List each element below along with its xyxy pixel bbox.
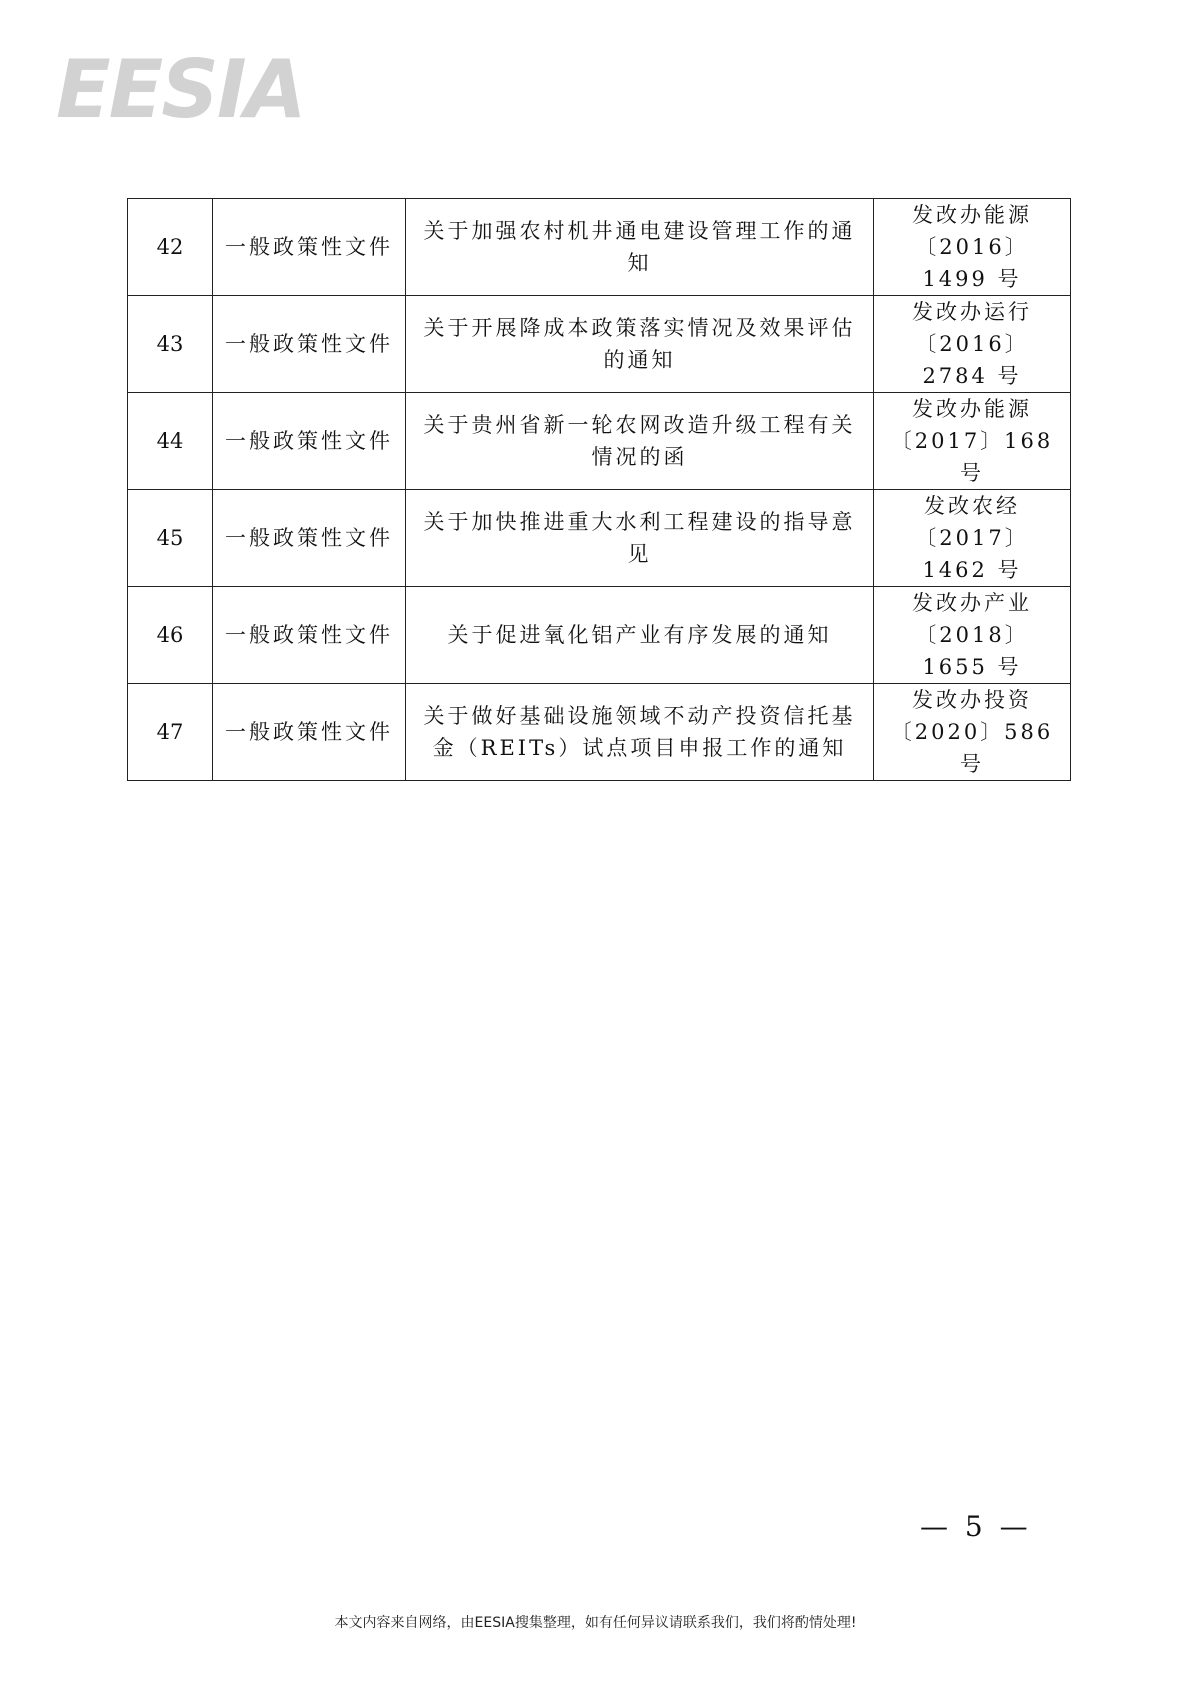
document-number <box>874 393 1071 490</box>
document-code: 〔2018〕1655 号 <box>915 623 1029 679</box>
footer-disclaimer: 本文内容来自网络，由EESIA搜集整理，如有任何异议请联系我们，我们将酌情处理! <box>334 1615 857 1631</box>
document-category: 一般政策性文件 <box>213 199 406 296</box>
policy-document-table <box>127 198 1071 781</box>
table-row <box>128 490 1071 587</box>
document-code: 〔2017〕168 号 <box>890 429 1054 485</box>
issuing-office: 发改办投资 <box>912 688 1032 712</box>
document-code: 〔2020〕586 号 <box>890 720 1054 776</box>
table-row <box>128 587 1071 684</box>
table-row <box>128 199 1071 296</box>
table-row <box>128 393 1071 490</box>
row-number: 45 <box>128 490 213 587</box>
document-code: 〔2017〕1462 号 <box>915 526 1029 582</box>
document-number <box>874 199 1071 296</box>
issuing-office: 发改农经 <box>924 494 1020 518</box>
row-number: 44 <box>128 393 213 490</box>
document-title: 关于加快推进重大水利工程建设的指导意见 <box>406 490 874 587</box>
document-title: 关于加强农村机井通电建设管理工作的通知 <box>406 199 874 296</box>
document-category: 一般政策性文件 <box>213 490 406 587</box>
issuing-office: 发改办能源 <box>912 203 1032 227</box>
document-code: 〔2016〕2784 号 <box>915 332 1029 388</box>
document-number <box>874 296 1071 393</box>
page-number: — 5 — <box>920 1510 1032 1543</box>
document-code: 〔2016〕1499 号 <box>915 235 1029 291</box>
document-category: 一般政策性文件 <box>213 393 406 490</box>
document-title: 关于贵州省新一轮农网改造升级工程有关情况的函 <box>406 393 874 490</box>
issuing-office: 发改办能源 <box>912 397 1032 421</box>
row-number: 42 <box>128 199 213 296</box>
document-number <box>874 490 1071 587</box>
issuing-office: 发改办运行 <box>912 300 1032 324</box>
eesia-logo: EESIA <box>56 43 305 136</box>
document-title: 关于做好基础设施领域不动产投资信托基金（REITs）试点项目申报工作的通知 <box>406 684 874 781</box>
document-title: 关于促进氧化铝产业有序发展的通知 <box>406 587 874 684</box>
document-category: 一般政策性文件 <box>213 684 406 781</box>
document-category: 一般政策性文件 <box>213 587 406 684</box>
document-number <box>874 684 1071 781</box>
table-row <box>128 684 1071 781</box>
table-row <box>128 296 1071 393</box>
row-number: 47 <box>128 684 213 781</box>
row-number: 46 <box>128 587 213 684</box>
document-number <box>874 587 1071 684</box>
document-title: 关于开展降成本政策落实情况及效果评估的通知 <box>406 296 874 393</box>
issuing-office: 发改办产业 <box>912 591 1032 615</box>
row-number: 43 <box>128 296 213 393</box>
document-category: 一般政策性文件 <box>213 296 406 393</box>
